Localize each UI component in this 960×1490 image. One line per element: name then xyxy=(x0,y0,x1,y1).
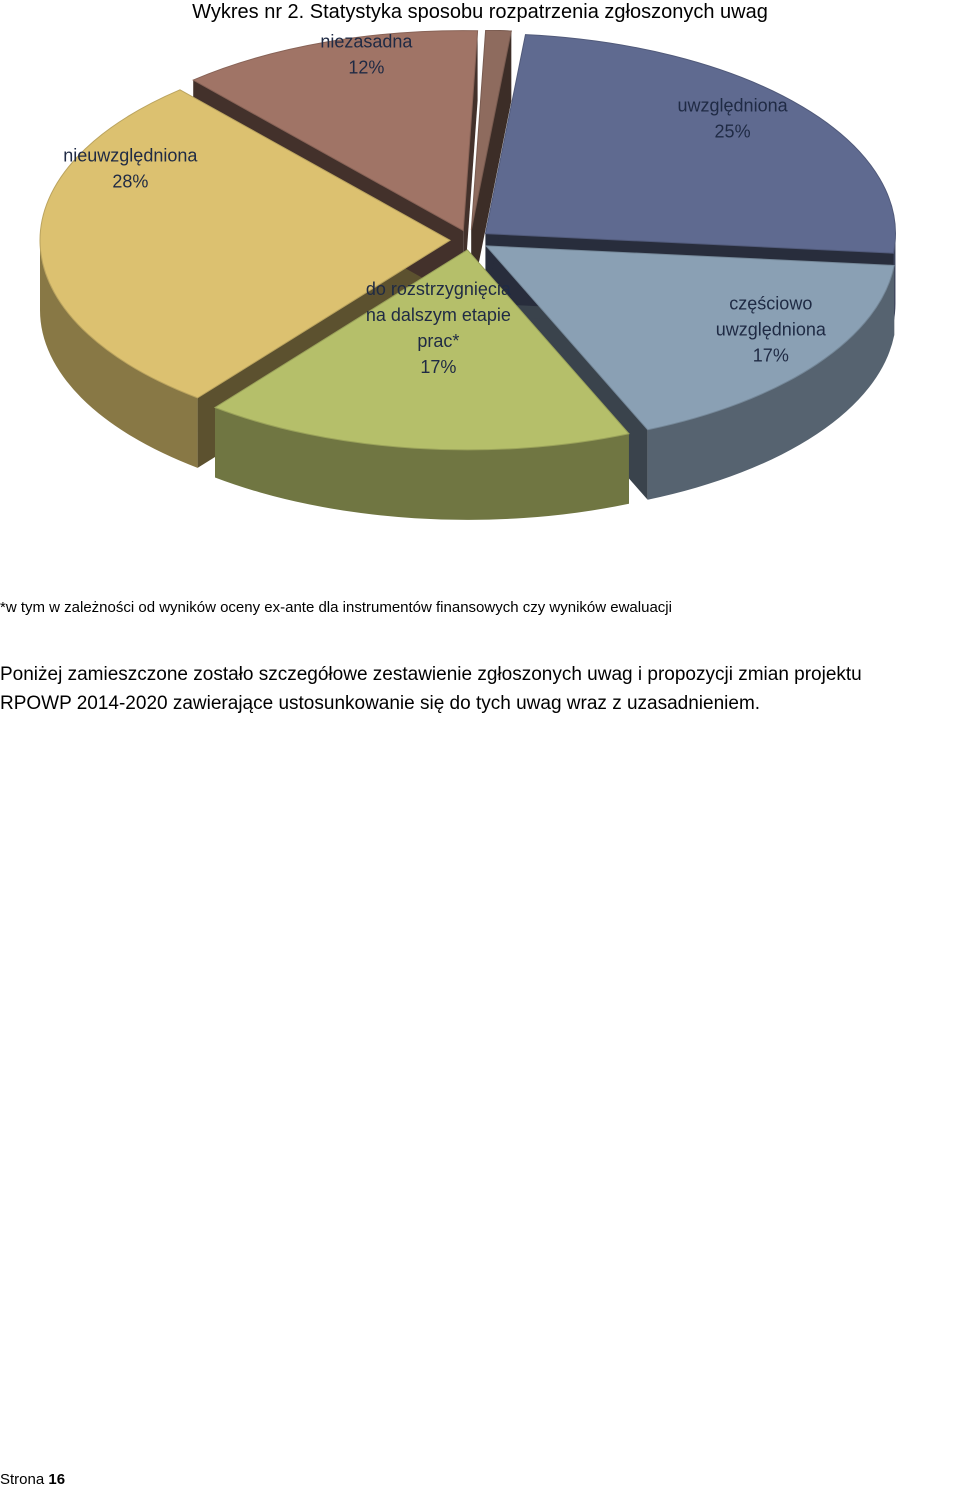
page-number-label: Strona xyxy=(0,1471,45,1488)
chart-title: Wykres nr 2. Statystyka sposobu rozpatrzenia zgłoszonych uwag xyxy=(192,1,768,23)
pie-slice-label: do rozstrzygnięcia na dalszym etapie prac* 17% xyxy=(365,279,511,378)
body-paragraph xyxy=(0,660,960,718)
pie-slice-label: niezasadna 12% xyxy=(320,31,413,78)
pie-slice-label: uwzględniona 25% xyxy=(677,95,788,142)
pie-slice-label: nieuwzględniona 28% xyxy=(63,145,198,192)
page-number xyxy=(0,1470,65,1490)
page-number-value: 16 xyxy=(48,1471,66,1488)
pie-slice xyxy=(485,35,895,254)
pie-chart xyxy=(0,30,960,575)
body-paragraph-line: RPOWP 2014-2020 zawierające ustosunkowanie się do tych uwag wraz z uzasadnieniem. xyxy=(0,693,761,714)
chart-footnote: *w tym w zależności od wyników oceny ex-ante dla instrumentów finansowych czy wyników ewaluacji xyxy=(0,599,672,616)
pie-slice-label: częściowo uwzględniona 17% xyxy=(715,293,826,366)
body-paragraph-line: Poniżej zamieszczone zostało szczegółowe zestawienie zgłoszonych uwag i propozycji zmian projektu xyxy=(0,664,862,685)
